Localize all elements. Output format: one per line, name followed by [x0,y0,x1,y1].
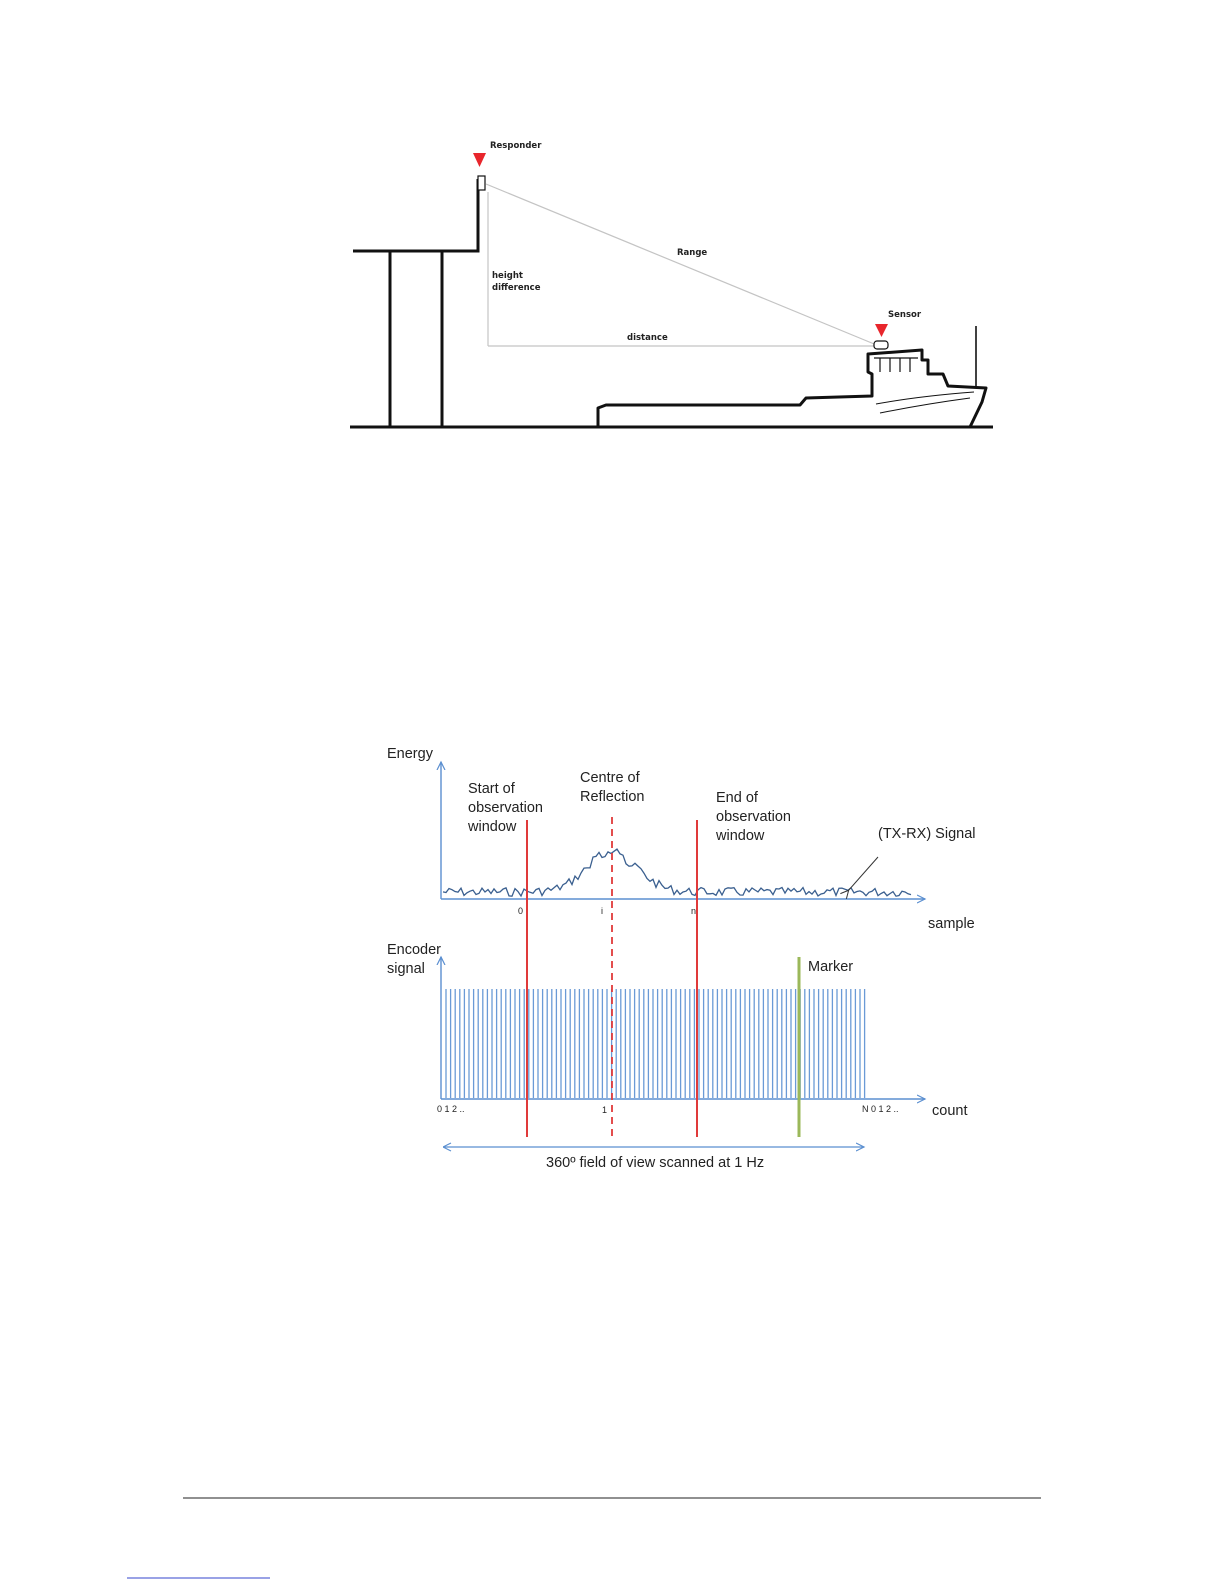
sensor-unit [874,341,888,349]
sensor-label: Sensor [888,310,922,320]
encoder-label-1: Encoder [387,942,442,958]
tx-rx-signal-trace [443,849,911,896]
signal-label: (TX-RX) Signal [878,826,976,842]
count-i-label: 1 [602,1105,608,1115]
responder-unit [478,176,485,190]
start-window-label-2: observation [468,800,543,816]
tick-i: i [601,906,603,916]
range-label: Range [677,248,708,258]
responder-label: Responder [490,141,542,151]
scan-label: 360º field of view scanned at 1 Hz [546,1155,765,1171]
energy-axis-label: Energy [387,746,433,762]
distance-label: distance [627,333,668,343]
tick-0: 0 [518,906,524,916]
count-end-label: N 0 1 2 .. [862,1104,899,1114]
encoder-label-2: signal [387,961,425,977]
end-window-label-1: End of [716,790,758,806]
height-label-line2: difference [492,283,541,293]
range-line [486,184,879,346]
count-axis-label: count [932,1103,968,1119]
start-window-label-1: Start of [468,781,515,797]
count-start-label: 0 1 2 .. [437,1104,465,1114]
centre-label-1: Centre of [580,770,640,786]
start-window-label-3: window [468,819,517,835]
sensor-marker-icon [875,324,888,337]
observation-window-figure [387,746,976,1171]
sample-axis-label: sample [928,916,975,932]
tick-n: n [691,906,697,916]
encoder-pulses [446,989,865,1098]
quay-structure [353,179,478,251]
marker-label: Marker [808,959,854,975]
end-window-label-2: observation [716,809,791,825]
responder-marker-icon [473,153,486,167]
height-label-line1: height [492,271,523,281]
end-window-label-3: window [716,828,765,844]
signal-callout-arrow [848,857,878,891]
range-geometry-figure [350,141,993,427]
centre-label-2: Reflection [580,789,645,805]
